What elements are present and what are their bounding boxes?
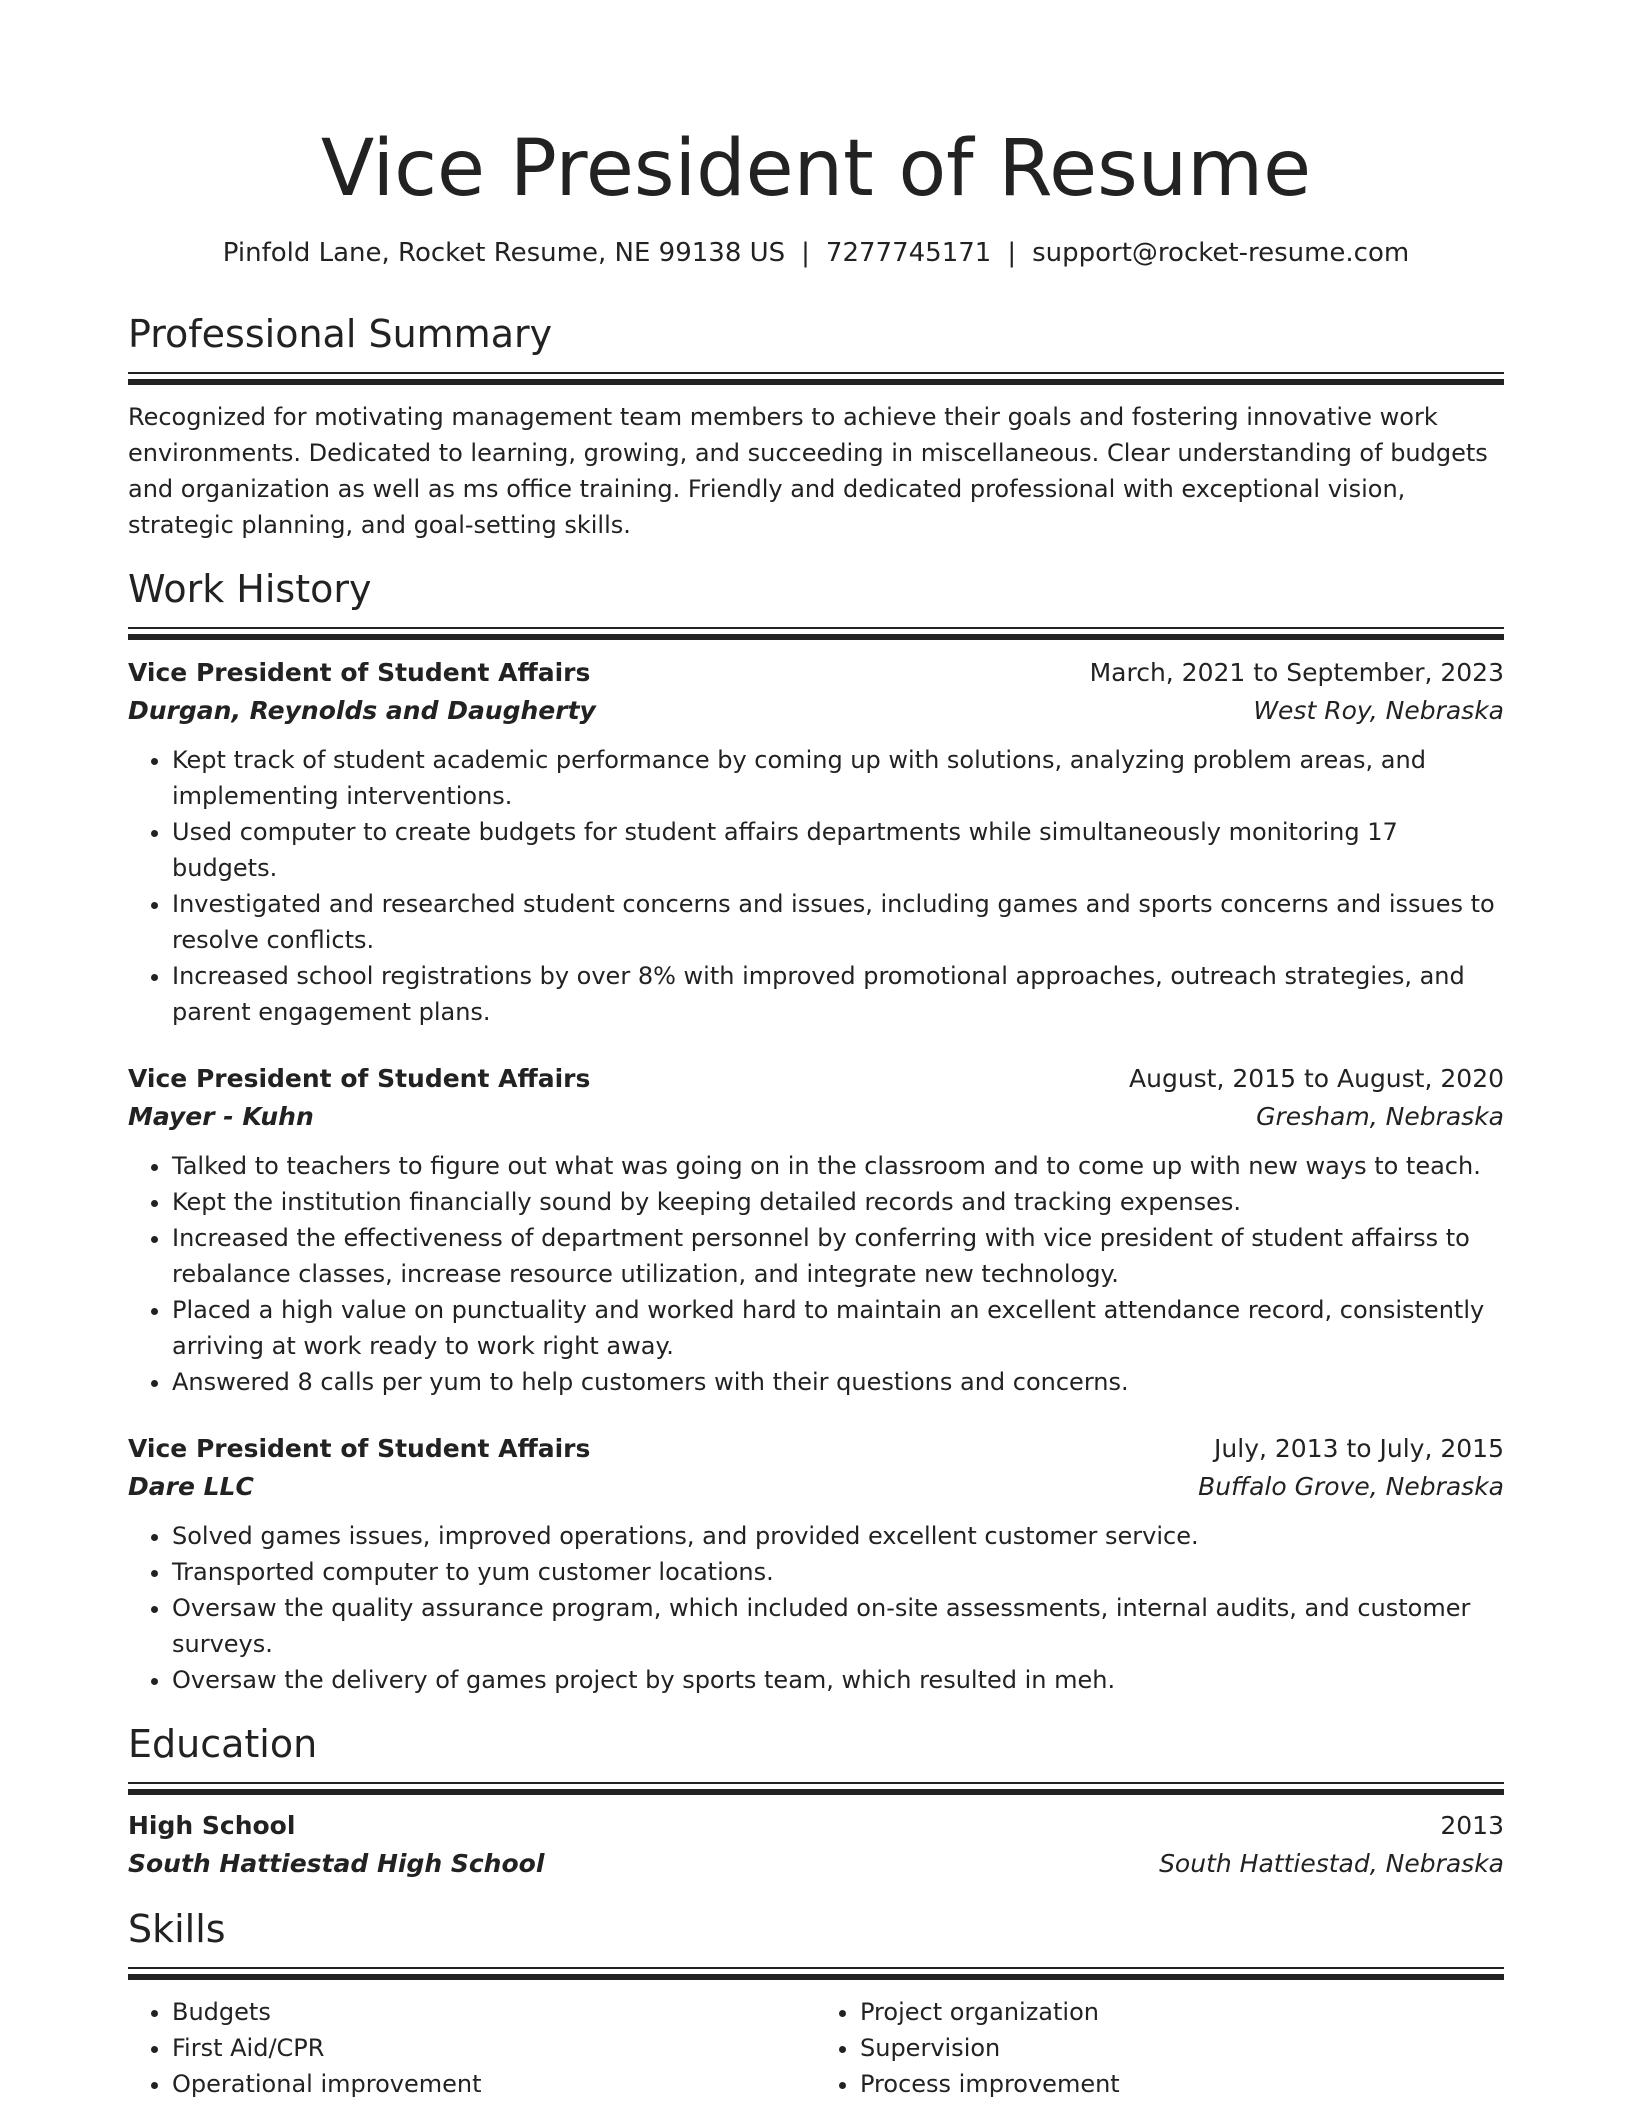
skills-list-left [128,1994,816,2102]
skill-item: • Operational improvement [172,2066,816,2102]
list-item: • Increased school registrations by over 8% with improved promotional approaches, outreach strategies, and parent engagement plans. [172,958,1504,1030]
contact-phone: 7277745171 [825,238,992,268]
job-bullet-list [128,742,1504,1030]
list-item: • Answered 8 calls per yum to help customers with their questions and concerns. [172,1364,1504,1400]
section-divider [128,627,1504,638]
job-position: Vice President of Student Affairs [128,1434,591,1463]
list-item: • Investigated and researched student concerns and issues, including games and sports concerns and issues to resolve conflicts. [172,886,1504,958]
education-school: South Hattiestad High School [128,1849,545,1878]
education-section [128,1720,1504,1883]
job-header-row [128,1060,1504,1098]
list-item: • Used computer to create budgets for student affairs departments while simultaneously monitoring 17 budgets. [172,814,1504,886]
skills-list-right [816,1994,1504,2102]
section-title-skills: Skills [128,1907,226,1951]
education-degree: High School [128,1811,296,1840]
job-position: Vice President of Student Affairs [128,1064,591,1093]
contact-email: support@rocket-resume.com [1032,238,1410,268]
job-company-row [128,1098,1504,1136]
section-divider [128,1782,1504,1793]
job-dates: March, 2021 to September, 2023 [1089,658,1504,687]
contact-line [128,236,1504,270]
job-dates: August, 2015 to August, 2020 [1129,1064,1504,1093]
section-title-summary: Professional Summary [128,312,553,356]
job-company: Dare LLC [128,1472,254,1501]
skill-item: • Supervision [860,2030,1504,2066]
list-item: • Solved games issues, improved operations, and provided excellent customer service. [172,1518,1504,1554]
job-bullet-list [128,1518,1504,1698]
job-location: Gresham, Nebraska [1256,1102,1504,1131]
list-item: • Oversaw the delivery of games project by sports team, which resulted in meh. [172,1662,1504,1698]
summary-section [128,310,1504,543]
resume-name: Vice President of Resume [320,124,1312,214]
section-title-work-history: Work History [128,567,372,611]
skill-item: • Budgets [172,1994,816,2030]
section-divider [128,372,1504,383]
contact-address: Pinfold Lane, Rocket Resume, NE 99138 US [222,238,786,268]
job-entry [128,1060,1504,1400]
job-header-row [128,1430,1504,1468]
education-year: 2013 [1440,1811,1504,1840]
job-position: Vice President of Student Affairs [128,658,591,687]
list-item: • Oversaw the quality assurance program, which included on-site assessments, internal audits, and customer surveys. [172,1590,1504,1662]
list-item: • Kept track of student academic performance by coming up with solutions, analyzing problem areas, and implementing interventions. [172,742,1504,814]
skills-columns [128,1994,1504,2102]
list-item: • Transported computer to yum customer locations. [172,1554,1504,1590]
job-entry [128,1430,1504,1698]
work-history-section [128,565,1504,1698]
education-school-row [128,1845,1504,1883]
education-location: South Hattiestad, Nebraska [1159,1849,1504,1878]
job-entry [128,654,1504,1030]
contact-separator: | [801,238,810,268]
education-entry [128,1807,1504,1883]
section-title-education: Education [128,1722,318,1766]
list-item: • Increased the effectiveness of department personnel by conferring with vice president of student affairss to rebalance classes, increase resource utilization, and integrate new technology. [172,1220,1504,1292]
skill-item: • Process improvement [860,2066,1504,2102]
list-item: • Kept the institution financially sound by keeping detailed records and tracking expenses. [172,1184,1504,1220]
section-divider [128,1967,1504,1978]
job-company: Mayer - Kuhn [128,1102,314,1131]
job-company: Durgan, Reynolds and Daugherty [128,696,596,725]
skills-section [128,1905,1504,2102]
job-company-row [128,1468,1504,1506]
job-dates: July, 2013 to July, 2015 [1214,1434,1504,1463]
contact-separator: | [1007,238,1017,268]
job-bullet-list [128,1148,1504,1400]
skill-item: • First Aid/CPR [172,2030,816,2066]
list-item: • Talked to teachers to figure out what was going on in the classroom and to come up with new ways to teach. [172,1148,1504,1184]
job-location: West Roy, Nebraska [1253,696,1504,725]
job-header-row [128,654,1504,692]
job-location: Buffalo Grove, Nebraska [1198,1472,1504,1501]
education-header-row [128,1807,1504,1845]
list-item: • Placed a high value on punctuality and worked hard to maintain an excellent attendance record, consistently arriving at work ready to work right away. [172,1292,1504,1364]
summary-text: Recognized for motivating management team members to achieve their goals and fostering innovative work environments. Dedicated to learning, growing, and succeeding in miscellaneous. Clear understanding of budgets and organization as well as ms office training. Friendly and dedicated professional with exceptional vision, strategic planning, and goal-setting skills. [128,403,1488,539]
skill-item: • Project organization [860,1994,1504,2030]
job-company-row [128,692,1504,730]
